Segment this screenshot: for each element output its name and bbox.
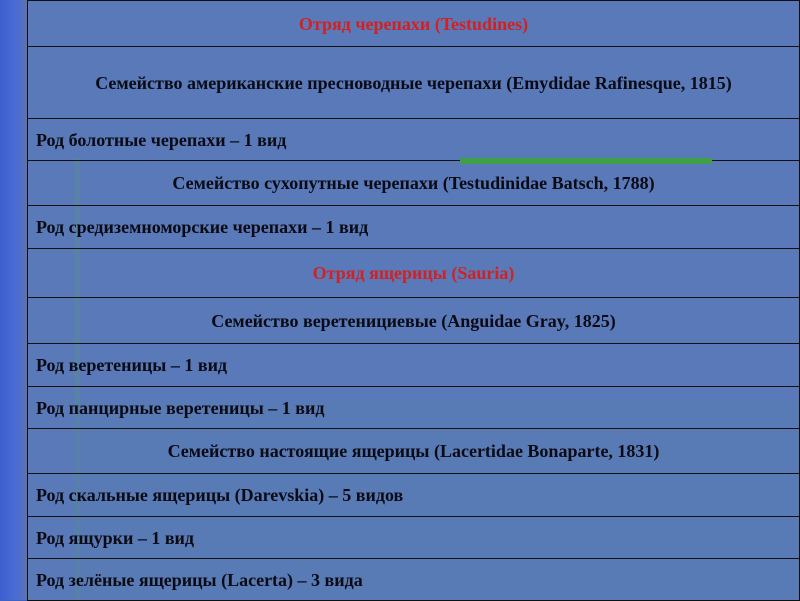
table-row (28, 119, 800, 161)
table-row (28, 47, 800, 119)
family-cell-testudinidae: Семейство сухопутные черепахи (Testudinidae Batsch, 1788) (28, 161, 800, 206)
table-row (28, 474, 800, 517)
taxonomy-table-container (27, 0, 800, 600)
table-row (28, 1, 800, 47)
order-cell-sauria: Отряд ящерицы (Sauria) (28, 249, 800, 298)
table-row (28, 344, 800, 387)
table-row (28, 161, 800, 206)
genus-cell-anguis: Род веретеницы – 1 вид (28, 344, 800, 387)
table-row (28, 298, 800, 344)
genus-cell-testudo: Род средиземноморские черепахи – 1 вид (28, 206, 800, 249)
table-row (28, 249, 800, 298)
family-cell-lacertidae: Семейство настоящие ящерицы (Lacertidae Bonaparte, 1831) (28, 429, 800, 474)
family-cell-emydidae: Семейство американские пресноводные черепахи (Emydidae Rafinesque, 1815) (28, 47, 800, 119)
genus-cell-lacerta: Род зелёные ящерицы (Lacerta) – 3 вида (28, 559, 800, 601)
genus-cell-darevskia: Род скальные ящерицы (Darevskia) – 5 видов (28, 474, 800, 517)
order-cell-testudines: Отряд черепахи (Testudines) (28, 1, 800, 47)
table-row (28, 517, 800, 559)
green-horizontal-accent (460, 158, 712, 164)
genus-cell-eremias: Род ящурки – 1 вид (28, 517, 800, 559)
left-decorative-stripe (0, 0, 27, 600)
genus-cell-emys: Род болотные черепахи – 1 вид (28, 119, 800, 161)
table-row (28, 429, 800, 474)
genus-cell-pseudopus: Род панцирные веретеницы – 1 вид (28, 387, 800, 429)
family-cell-anguidae: Семейство веретенициевые (Anguidae Gray, 1825) (28, 298, 800, 344)
table-row (28, 559, 800, 601)
table-row (28, 387, 800, 429)
table-row (28, 206, 800, 249)
taxonomy-table (27, 0, 800, 601)
